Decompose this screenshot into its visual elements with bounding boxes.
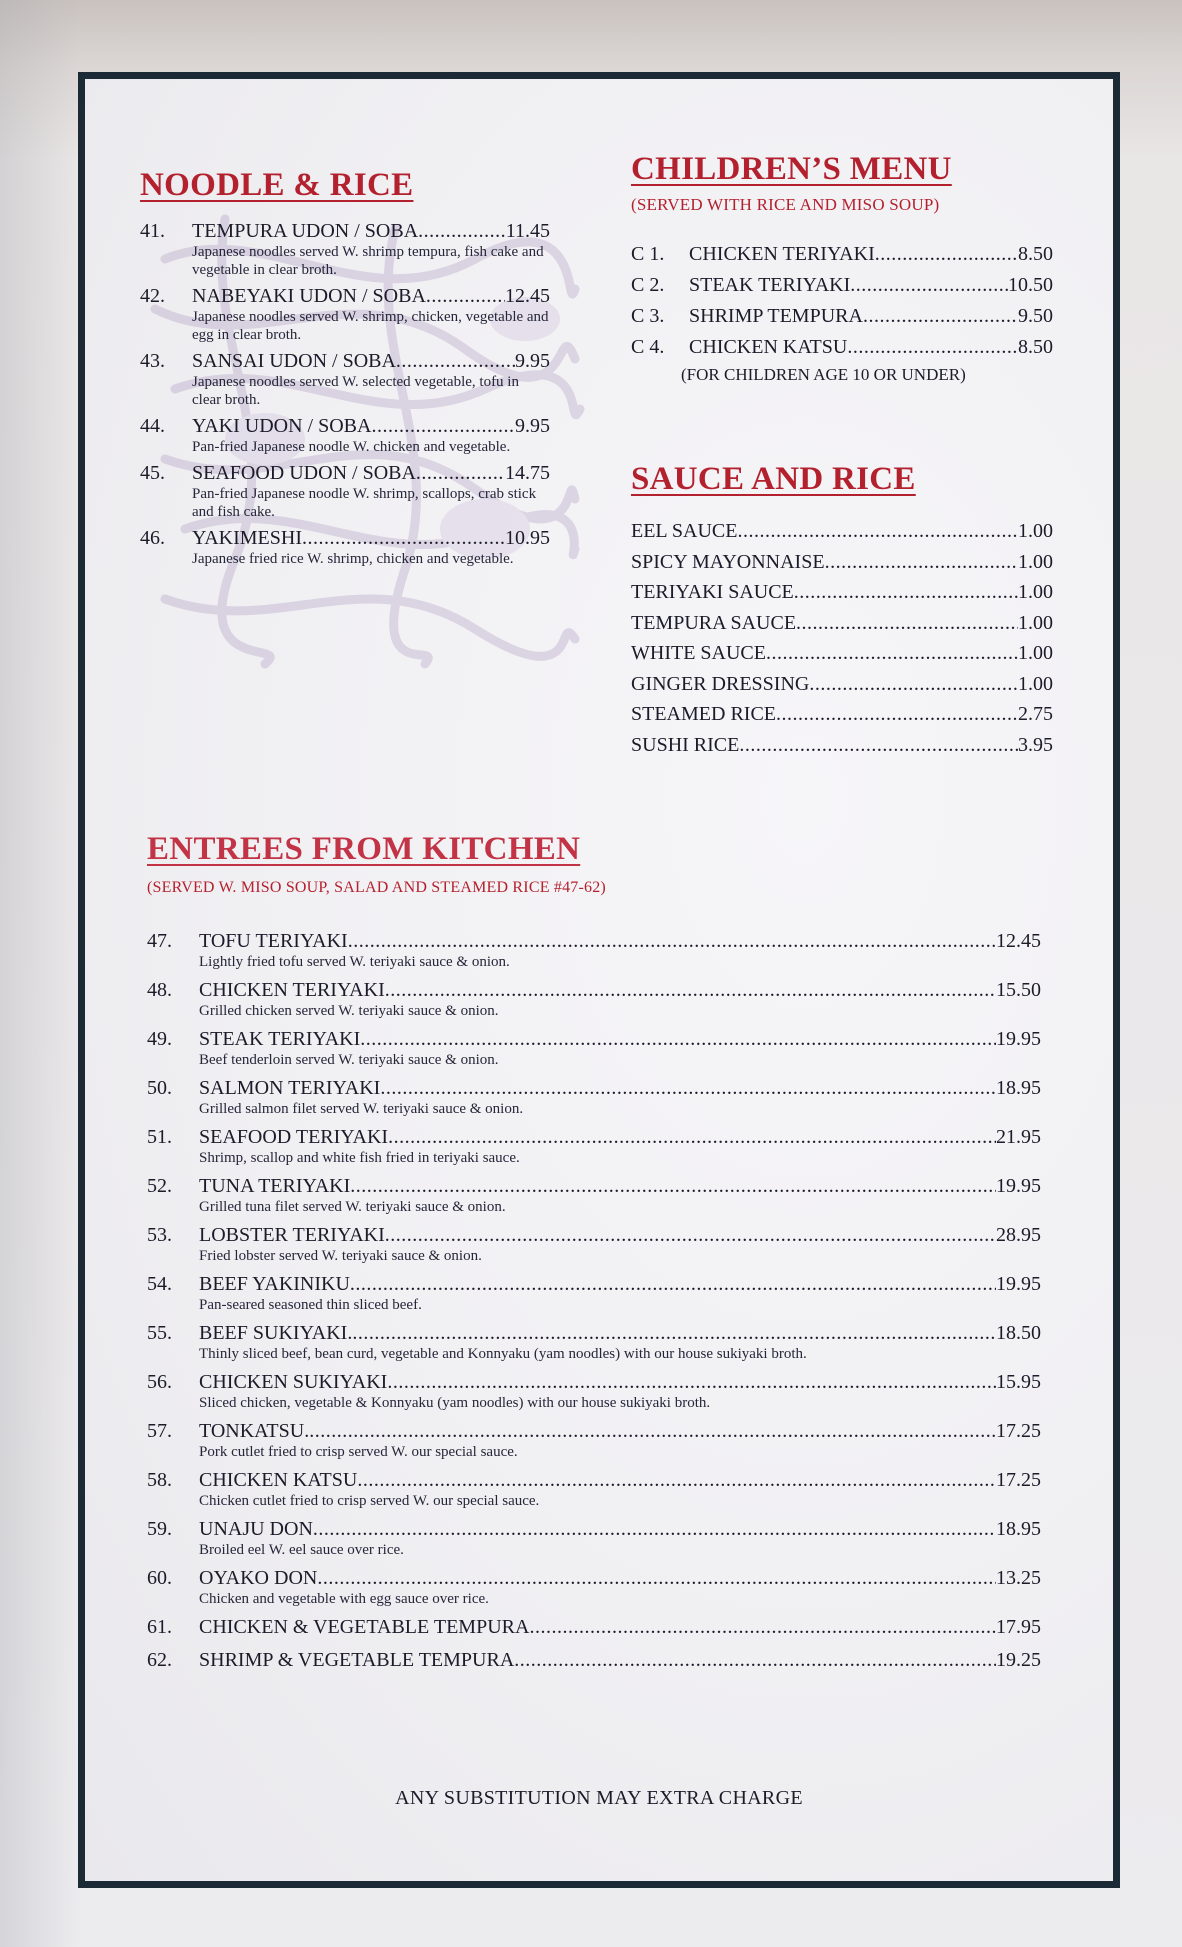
item-description: Japanese noodles served W. selected vegetable, tofu in clear broth. [192,374,519,408]
item-price: 19.95 [996,1028,1041,1050]
substitution-note: ANY SUBSTITUTION MAY EXTRA CHARGE [395,1787,803,1809]
menu-item [147,1076,1041,1118]
item-price: 1.00 [1018,550,1053,573]
item-price: 1.00 [1018,642,1053,664]
menu-item-line [147,1517,1041,1541]
item-description: Pan-fried Japanese noodle W. shrimp, scallops, crab stick and fish cake. [192,486,537,520]
menu-item [147,1223,1041,1265]
item-price: 9.50 [1018,305,1053,327]
item-name: TONKATSU. [199,1420,310,1442]
dot-leader [794,577,1018,608]
menu-item [147,1419,1041,1461]
item-description: Sliced chicken, vegetable & Konnyaku (yam noodles) with our house sukiyaki broth. [199,1395,711,1411]
item-name: STEAMED RICE [631,703,776,725]
dot-leader [766,638,1018,669]
menu-item-line [147,978,1041,1002]
dot-leader [514,1648,996,1672]
item-price: 1.00 [1018,581,1053,603]
childrens-menu-list [631,239,1053,387]
dot-leader [317,1566,996,1590]
item-number: 57. [147,1420,172,1442]
dot-leader [387,1370,996,1394]
item-description: Pan-fried Japanese noodle W. chicken and vegetable. [192,439,511,455]
item-price: 9.95 [515,415,550,437]
item-name: SANSAI UDON / SOBA [192,350,396,372]
item-number: 41. [140,220,165,242]
item-price: 17.25 [996,1420,1041,1442]
item-name: SEAFOOD UDON / SOBA [192,462,416,484]
item-description: Lightly fried tofu served W. teriyaki sauce & onion. [199,954,510,970]
dot-leader [776,699,1018,730]
item-number: 47. [147,930,172,952]
menu-item [631,301,1053,332]
item-price: 17.95 [996,1616,1041,1638]
item-price: 11.45 [505,220,550,242]
item-name: STEAK TERIYAKI [689,274,851,296]
item-price: 3.95 [1018,733,1053,756]
dot-leader [737,516,1018,547]
item-description: Thinly sliced beef, bean curd, vegetable and Konnyaku (yam noodles) with our house sukiyaki broth. [199,1346,807,1362]
item-number: 54. [147,1273,172,1295]
item-description: Beef tenderloin served W. teriyaki sauce & onion. [199,1052,499,1068]
menu-item [147,1272,1041,1314]
menu-item [631,669,1053,700]
item-price: 12.45 [505,285,550,307]
menu-item-line [147,1615,1041,1639]
menu-item-line [147,1370,1041,1394]
item-number: 59. [147,1518,172,1540]
item-number: 62. [147,1649,172,1671]
item-description: Chicken cutlet fried to crisp served W. our special sauce. [199,1493,540,1509]
item-description: Broiled eel W. eel sauce over rice. [199,1542,404,1558]
item-code: C 3. [631,305,665,327]
menu-item [147,1468,1041,1510]
item-name: SPICY MAYONNAISE [631,550,825,573]
item-name: CHICKEN & VEGETABLE TEMPURA [199,1616,530,1638]
item-price: 10.95 [505,527,550,549]
item-description: Japanese fried rice W. shrimp, chicken and vegetable. [192,551,514,567]
item-price: 18.95 [996,1077,1041,1099]
item-number: 43. [140,350,165,372]
menu-item-line [147,1076,1041,1100]
menu-item-line [140,349,550,373]
item-price: 2.75 [1018,703,1053,725]
item-name: TEMPURA SAUCE [631,611,797,634]
item-number: 61. [147,1616,172,1638]
item-code: C 1. [631,243,665,265]
menu-item-line [147,1272,1041,1296]
item-price: 21.95 [996,1126,1041,1148]
menu-item [147,978,1041,1020]
menu-item-line [140,284,550,308]
dot-leader [396,349,515,373]
menu-item-line [147,1174,1041,1198]
item-price: 18.95 [996,1518,1041,1540]
item-number: 45. [140,462,165,484]
item-name: BEEF YAKINIKU [199,1273,350,1295]
menu-card [78,72,1120,1888]
menu-item [147,1321,1041,1363]
menu-item [140,461,550,521]
childrens-menu-title: CHILDREN’S MENU [631,151,952,187]
dot-leader [739,730,1018,761]
menu-item [631,577,1053,608]
item-price: 8.50 [1018,336,1053,358]
item-price: 19.95 [996,1175,1041,1197]
menu-item [631,608,1053,639]
menu-item [140,414,550,456]
item-code: C 2. [631,274,665,296]
entrees-title: ENTREES FROM KITCHEN [147,831,581,867]
item-price: 15.95 [996,1371,1041,1393]
dot-leader [350,1272,996,1296]
dot-leader [847,332,1018,363]
item-description: Shrimp, scallop and white fish fried in teriyaki sauce. [199,1150,520,1166]
menu-item-line [147,1566,1041,1590]
menu-item [147,1517,1041,1559]
menu-item [140,349,550,409]
item-name: TEMPURA UDON / SOBA [192,220,419,242]
item-description: Pan-seared seasoned thin sliced beef. [199,1297,422,1313]
item-name: NABEYAKI UDON / SOBA [192,285,426,307]
menu-item [631,699,1053,730]
menu-item [147,1566,1041,1608]
item-name: SALMON TERIYAKI [199,1077,381,1099]
menu-item-line [147,929,1041,953]
menu-item-line [147,1468,1041,1492]
item-price: 13.25 [996,1567,1041,1589]
item-number: 48. [147,979,172,1001]
item-name: SUSHI RICE [631,733,740,756]
item-number: 51. [147,1126,172,1148]
item-name: WHITE SAUCE [631,642,766,664]
menu-item [147,1648,1041,1672]
item-price: 19.25 [996,1649,1041,1671]
dot-leader [352,1321,996,1345]
dot-leader [350,1174,996,1198]
item-price: 8.50 [1018,243,1053,265]
item-name: GINGER DRESSING [631,672,810,695]
item-name: STEAK TERIYAKI [199,1028,361,1050]
item-description: Fried lobster served W. teriyaki sauce & onion. [199,1248,482,1264]
menu-item-line [147,1419,1041,1443]
item-price: 15.50 [996,979,1041,1001]
item-number: 49. [147,1028,172,1050]
item-name: YAKIMESHI [192,527,302,549]
item-price: 1.00 [1018,520,1053,542]
item-price: 14.75 [505,462,550,484]
dot-leader [313,1517,996,1541]
dot-leader [360,1027,996,1051]
dot-leader [850,270,1008,301]
menu-item-line [147,1321,1041,1345]
menu-item-line [147,1125,1041,1149]
item-name: YAKI UDON / SOBA [192,415,372,437]
menu-item [631,270,1053,301]
item-description: Japanese noodles served W. shrimp tempura, fish cake and vegetable in clear broth. [192,244,544,278]
menu-item [147,1615,1041,1639]
menu-item [147,1125,1041,1167]
item-number: 50. [147,1077,172,1099]
menu-item-line [140,461,550,485]
dot-leader [863,301,1018,332]
item-number: 53. [147,1224,172,1246]
item-price: 12.45 [996,930,1041,952]
item-description: Grilled chicken served W. teriyaki sauce & onion. [199,1003,499,1019]
item-price: 28.95 [996,1224,1041,1246]
dot-leader [416,461,505,485]
item-number: 44. [140,415,165,437]
item-price: 10.50 [1008,274,1053,296]
menu-item [631,547,1053,578]
item-description: Japanese noodles served W. shrimp, chicken, vegetable and egg in clear broth. [192,309,549,343]
menu-item [147,1027,1041,1069]
background-shadow [0,0,80,1947]
menu-item-line [147,1648,1041,1672]
dot-leader [385,978,996,1002]
item-description: Grilled tuna filet served W. teriyaki sauce & onion. [199,1199,506,1215]
sauce-rice-title: SAUCE AND RICE [631,461,916,497]
dot-leader [809,669,1018,700]
item-name: CHICKEN SUKIYAKI [199,1371,388,1393]
dot-leader [426,284,505,308]
dot-leader [309,1419,996,1443]
dot-leader [418,219,506,243]
item-price: 1.00 [1018,672,1053,695]
menu-item [631,638,1053,669]
menu-item-line [140,414,550,438]
dot-leader [825,547,1018,578]
menu-item [140,284,550,344]
item-description: Pork cutlet fried to crisp served W. our special sauce. [199,1444,518,1460]
item-price: 18.50 [996,1322,1041,1344]
item-name: CHICKEN TERIYAKI [199,979,385,1001]
item-number: 58. [147,1469,172,1491]
menu-item-line [147,1027,1041,1051]
item-number: 56. [147,1371,172,1393]
dot-leader [875,239,1018,270]
item-name: CHICKEN TERIYAKI [689,243,875,265]
menu-item [147,929,1041,971]
dot-leader [348,929,996,953]
menu-item [147,1174,1041,1216]
item-name: SHRIMP & VEGETABLE TEMPURA [199,1649,515,1671]
item-name: CHICKEN KATSU [689,336,848,358]
item-number: 52. [147,1175,172,1197]
item-name: CHICKEN KATSU [199,1469,358,1491]
dot-leader [388,1125,996,1149]
item-price: 1.00 [1018,611,1053,634]
dot-leader [796,608,1018,639]
item-number: 55. [147,1322,172,1344]
item-number: 46. [140,527,165,549]
menu-item-line [147,1223,1041,1247]
item-price: 19.95 [996,1273,1041,1295]
menu-item [147,1370,1041,1412]
noodle-rice-title: NOODLE & RICE [140,167,414,203]
item-name: BEEF SUKIYAKI. [199,1322,353,1344]
menu-item [140,526,550,568]
item-number: 42. [140,285,165,307]
dot-leader [529,1615,996,1639]
dot-leader [302,526,505,550]
item-name: TUNA TERIYAKI [199,1175,351,1197]
childrens-menu-note: (FOR CHILDREN AGE 10 OR UNDER) [681,365,966,384]
menu-item-line [140,219,550,243]
item-name: TOFU TERIYAKI [199,930,348,952]
menu-item-line [140,526,550,550]
entrees-subtitle: (SERVED W. MISO SOUP, SALAD AND STEAMED RICE #47-62) [147,879,606,896]
dot-leader [380,1076,996,1100]
item-description: Grilled salmon filet served W. teriyaki sauce & onion. [199,1101,524,1117]
entrees-list [147,929,1041,1681]
menu-item [631,516,1053,547]
item-price: 17.25 [996,1469,1041,1491]
noodle-rice-list [140,219,550,573]
item-name: EEL SAUCE [631,520,738,542]
item-name: UNAJU DON [199,1518,313,1540]
menu-item [631,239,1053,270]
menu-item [140,219,550,279]
item-name: LOBSTER TERIYAKI [199,1224,385,1246]
item-name: SEAFOOD TERIYAKI [199,1126,389,1148]
menu-item [631,332,1053,363]
menu-item [631,730,1053,761]
dot-leader [371,414,515,438]
dot-leader [385,1223,996,1247]
item-name: TERIYAKI SAUCE [631,581,794,603]
item-description: Chicken and vegetable with egg sauce over rice. [199,1591,489,1607]
dot-leader [357,1468,996,1492]
item-code: C 4. [631,336,665,358]
item-name: OYAKO DON [199,1567,318,1589]
item-name: SHRIMP TEMPURA [689,305,863,327]
sauce-rice-list [631,516,1053,760]
item-price: 9.95 [515,350,550,372]
childrens-menu-subtitle: (SERVED WITH RICE AND MISO SOUP) [631,195,940,214]
item-number: 60. [147,1567,172,1589]
